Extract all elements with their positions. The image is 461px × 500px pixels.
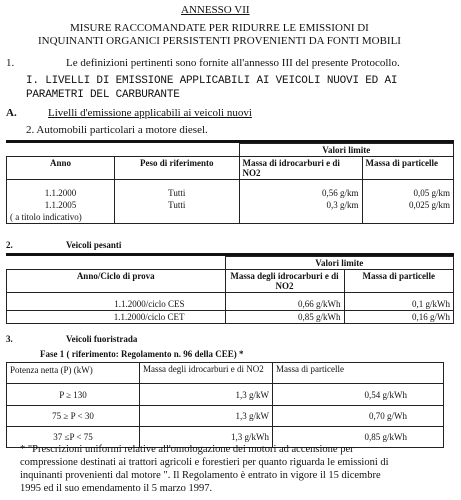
item-intro: 2. Automobili particolari a motore diesel. xyxy=(26,124,208,136)
section-heading-line2: PARAMETRI DEL CARBURANTE xyxy=(26,89,180,101)
table-cell: 1.1.2000 xyxy=(7,180,115,200)
table-row xyxy=(7,311,454,324)
table-row xyxy=(7,270,454,293)
paragraph-text: Le definizioni pertinenti sono fornite all'annesso III del presente Protocollo. xyxy=(66,57,400,69)
footnote-line1: * "Prescrizioni uniformi relative all'omologazione dei motori ad accensione per xyxy=(20,444,354,455)
footnote-line2: compressione destinati ai trattori agricoli e forestieri per quanto riguarda le emissioni di xyxy=(20,457,389,468)
table-cell xyxy=(362,211,454,224)
table-cell: 0,16 g/Wh xyxy=(344,311,454,324)
emission-table-offroad xyxy=(6,362,444,448)
table-group-header: Valori limite xyxy=(225,257,454,270)
footnote-line4: 1995 ed il suo emendamento il 5 marzo 1997. xyxy=(20,483,213,494)
table-row xyxy=(7,144,454,157)
document-title-line1: MISURE RACCOMANDATE PER RIDURRE LE EMISSIONI DI xyxy=(70,22,369,34)
item-number: 3. xyxy=(6,334,13,344)
section-letter: A. xyxy=(6,107,17,119)
table-cell: 1,3 g/kW xyxy=(140,384,273,406)
column-header: Massa di particelle xyxy=(362,157,454,180)
table-row xyxy=(7,157,454,180)
table-cell: 0,025 g/km xyxy=(362,199,454,211)
table-cell xyxy=(239,211,362,224)
table-cell: 0,05 g/km xyxy=(362,180,454,200)
table-row xyxy=(7,257,454,270)
table-cell: 1,3 g/kW xyxy=(140,406,273,427)
table-cell: 75 ≥ P < 30 xyxy=(7,406,140,427)
column-header: Massa di particelle xyxy=(273,363,444,384)
table-cell: 1.1.2000/ciclo CES xyxy=(7,293,226,311)
table-cell: 0,1 g/kWh xyxy=(344,293,454,311)
table-cell: P ≥ 130 xyxy=(7,384,140,406)
emission-table-heavy xyxy=(6,256,454,324)
table-cell: 0,85 g/kWh xyxy=(225,311,344,324)
table-row xyxy=(7,199,454,211)
table-row xyxy=(7,363,444,384)
table-cell: 0,3 g/km xyxy=(239,199,362,211)
document-title-line2: INQUINANTI ORGANICI PERSISTENTI PROVENIENTI DA FONTI MOBILI xyxy=(38,35,401,47)
table-cell: 1.1.2005 xyxy=(7,199,115,211)
item-title: Veicoli pesanti xyxy=(66,240,122,250)
column-header: Massa di particelle xyxy=(344,270,454,293)
column-header: Massa degli idrocarburi e di NO2 xyxy=(225,270,344,293)
table-cell: 1,3 g/kWh xyxy=(140,427,273,448)
column-header: Peso di riferimento xyxy=(115,157,240,180)
table-cell: 1.1.2000/ciclo CET xyxy=(7,311,226,324)
table-cell: ( a titolo indicativo) xyxy=(7,211,115,224)
table-row xyxy=(7,406,444,427)
column-header: Massa di idrocarburi e di NO2 xyxy=(239,157,362,180)
column-header: Massa degli idrocarburi e di NO2 xyxy=(140,363,273,384)
table-cell: 0,56 g/km xyxy=(239,180,362,200)
phase-label: Fase 1 ( riferimento: Regolamento n. 96 della CEE) * xyxy=(40,349,244,359)
section-title: Livelli d'emissione applicabili ai veicoli nuovi xyxy=(48,107,252,119)
section-heading-line1: I. LIVELLI DI EMISSIONE APPLICABILI AI VEICOLI NUOVI ED AI xyxy=(26,75,398,87)
table-cell: 0,85 g/kWh xyxy=(273,427,444,448)
item-number: 2. xyxy=(6,240,13,250)
table-row xyxy=(7,211,454,224)
column-header: Potenza netta (P) (kW) xyxy=(7,363,140,384)
paragraph-number: 1. xyxy=(6,57,15,69)
table-cell: Tutti xyxy=(115,199,240,211)
emission-table-cars xyxy=(6,143,454,224)
column-header: Anno/Ciclo di prova xyxy=(7,270,226,293)
table-cell: Tutti xyxy=(115,180,240,200)
table-cell: 0,54 g/kWh xyxy=(273,384,444,406)
table-cell: 0,70 g/Wh xyxy=(273,406,444,427)
column-header: Anno xyxy=(7,157,115,180)
table-cell: 0,66 g/kWh xyxy=(225,293,344,311)
footnote-line3: inquinanti provenienti dal motore ". Il Regolamento è entrato in vigore il 15 dicembre xyxy=(20,470,381,481)
table-row xyxy=(7,180,454,200)
table-cell xyxy=(115,211,240,224)
table-group-header: Valori limite xyxy=(239,144,454,157)
item-title: Veicoli fuoristrada xyxy=(66,334,138,344)
table-row xyxy=(7,384,444,406)
table-cell: 37 ≤P < 75 xyxy=(7,427,140,448)
annex-label: ANNESSO VII xyxy=(181,4,250,16)
table-row xyxy=(7,293,454,311)
